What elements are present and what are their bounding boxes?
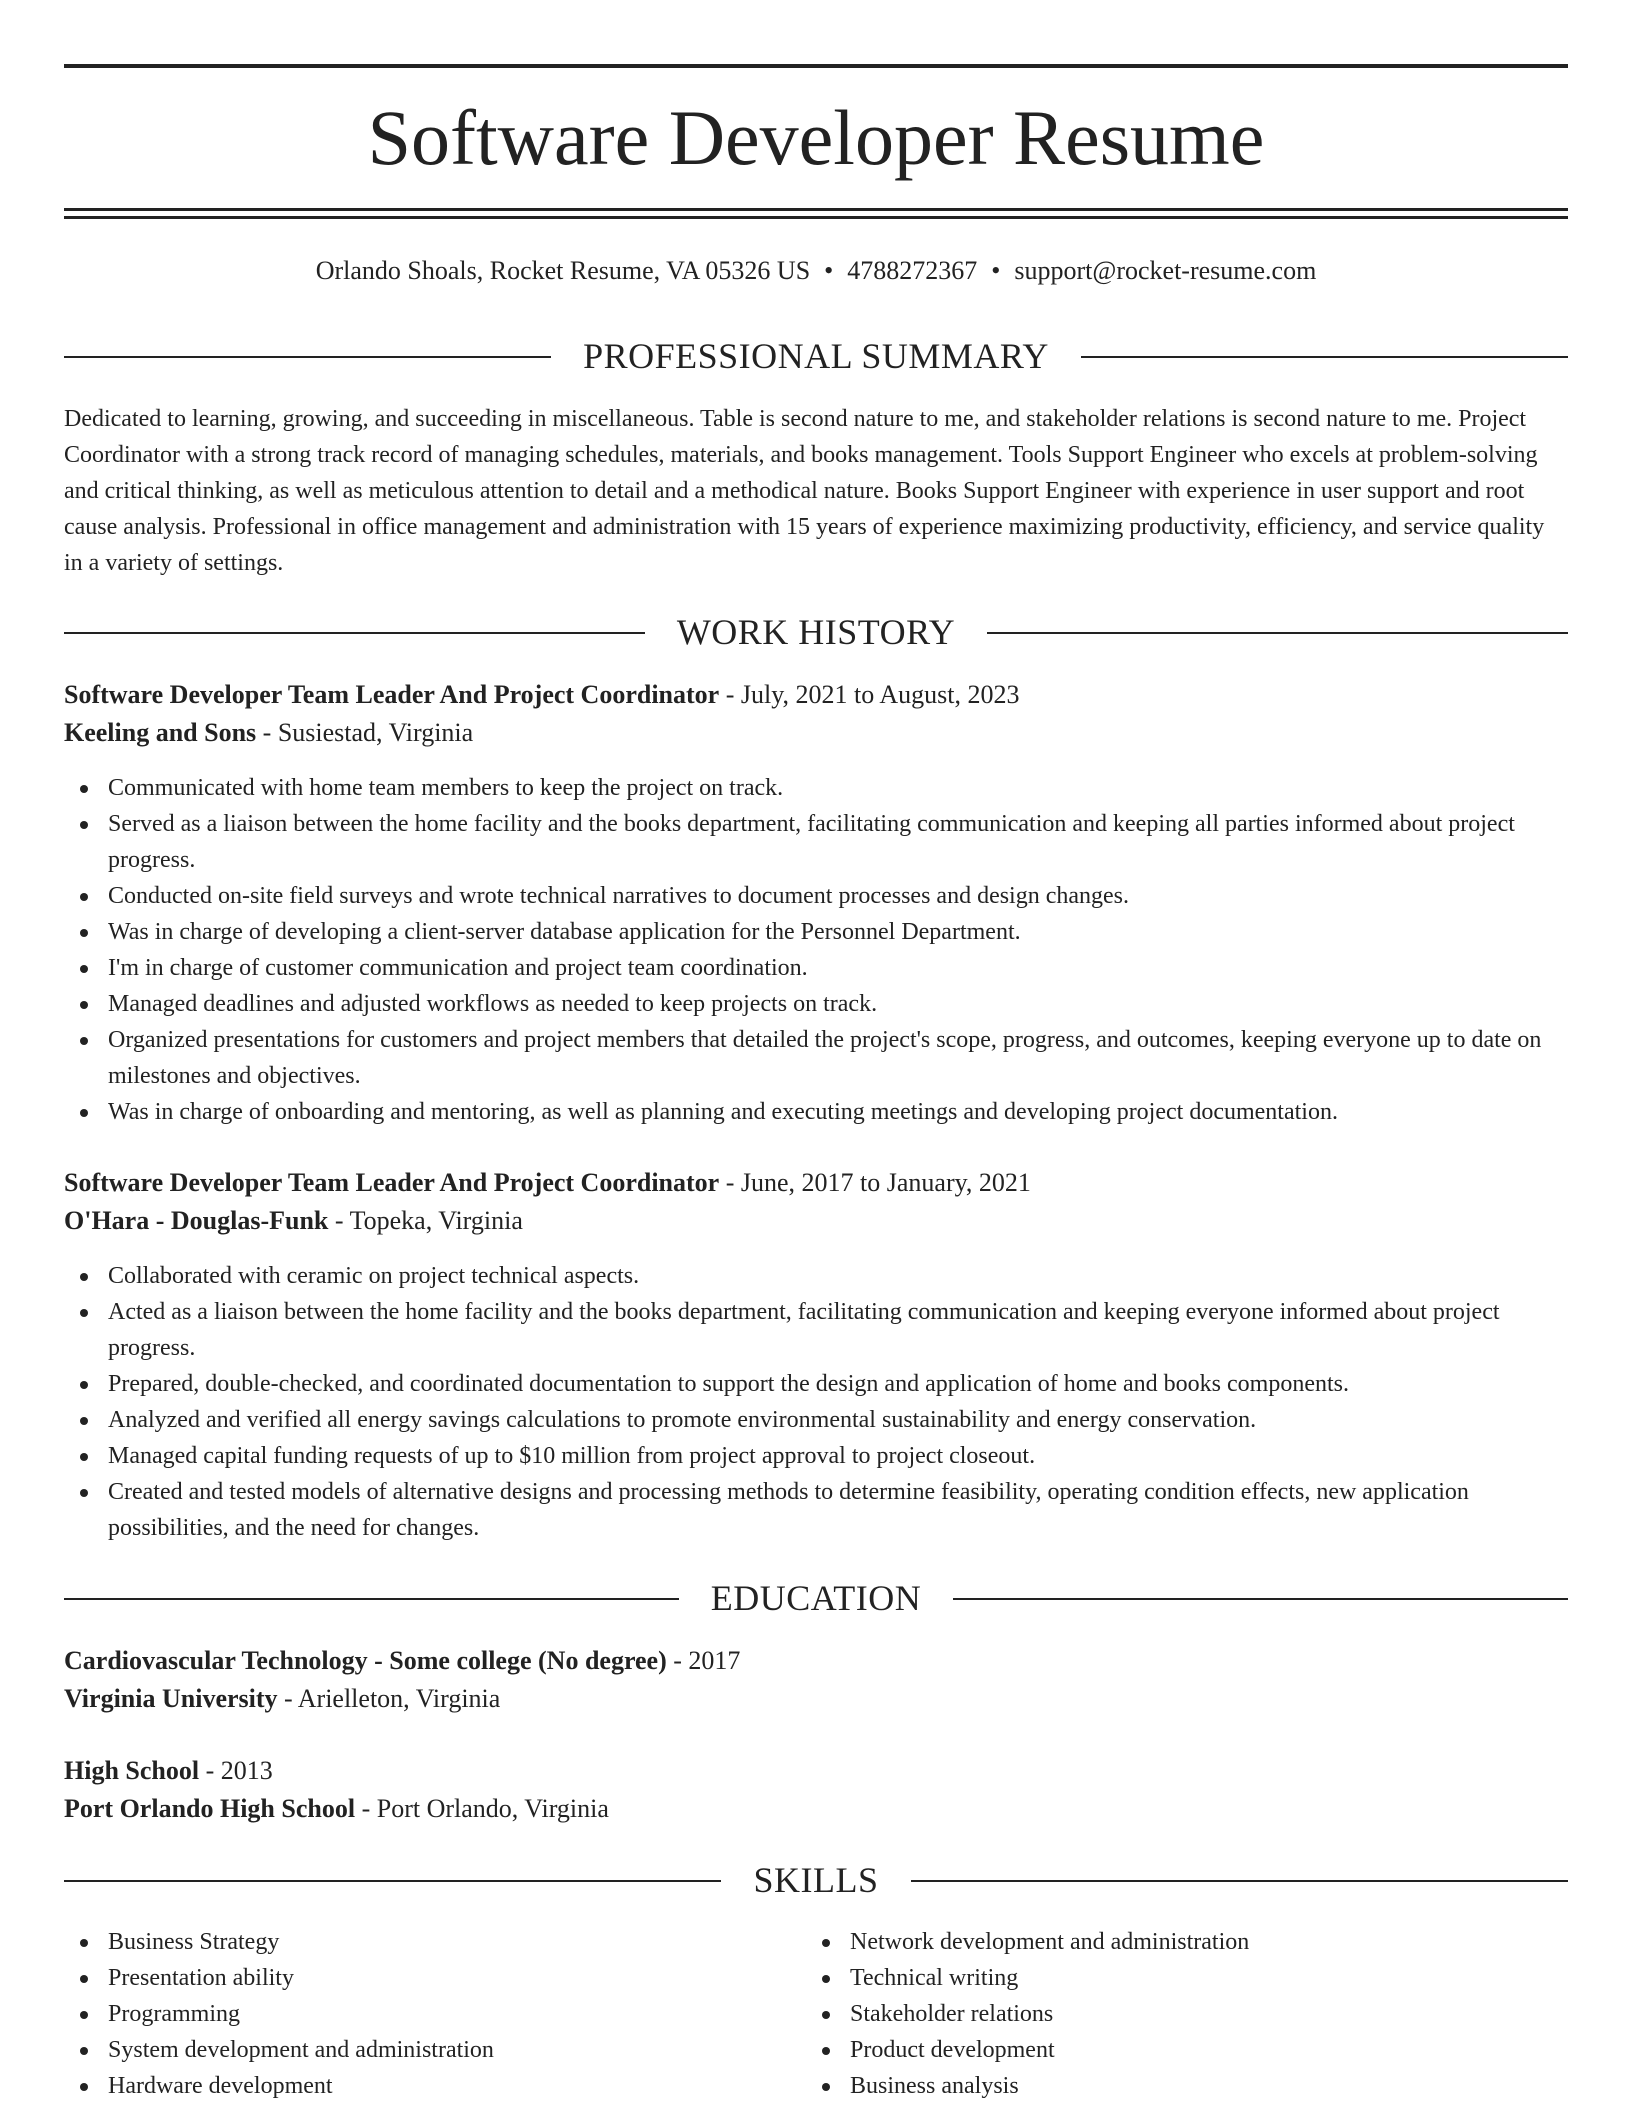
- top-rule: [64, 64, 1568, 68]
- list-item: Managed capital funding requests of up to $10 million from project approval to project closeout.: [64, 1438, 1568, 1474]
- skill-item: Network development and administration: [806, 1924, 1546, 1960]
- list-item: Prepared, double-checked, and coordinated documentation to support the design and application of home and books components.: [64, 1366, 1568, 1402]
- skill-item: Business analysis: [806, 2068, 1546, 2104]
- list-item: Served as a liaison between the home facility and the books department, facilitating communication and keeping all parties informed about project progress.: [64, 806, 1568, 878]
- section-title: EDUCATION: [679, 1578, 953, 1618]
- job-dates: - June, 2017 to January, 2021: [719, 1168, 1031, 1197]
- list-item: Acted as a liaison between the home facility and the books department, facilitating communication and keeping everyone informed about project progress.: [64, 1294, 1568, 1366]
- skill-item: Business Strategy: [64, 1924, 804, 1960]
- skill-item: Presentation ability: [64, 1960, 804, 1996]
- education-degree: High School: [64, 1756, 200, 1785]
- job-location: - Susiestad, Virginia: [256, 718, 474, 747]
- skill-item: Technical writing: [806, 1960, 1546, 1996]
- list-item: Was in charge of onboarding and mentoring, as well as planning and executing meetings and developing project documentation.: [64, 1094, 1568, 1130]
- title-rule-lower: [64, 216, 1568, 219]
- job-title: Software Developer Team Leader And Project Coordinator: [64, 680, 720, 709]
- section-title: SKILLS: [721, 1860, 910, 1900]
- skill-item: Product development: [806, 2032, 1546, 2068]
- contact-line: [64, 255, 1568, 287]
- list-item: I'm in charge of customer communication and project team coordination.: [64, 950, 1568, 986]
- job-title-line: [64, 676, 1019, 714]
- section-summary-heading: [64, 336, 1568, 376]
- education-school-line: [64, 1790, 609, 1828]
- section-work-heading: [64, 612, 1568, 652]
- list-item: Managed deadlines and adjusted workflows as needed to keep projects on track.: [64, 986, 1568, 1022]
- section-skills-heading: [64, 1860, 1568, 1900]
- contact-separator: •: [824, 256, 834, 285]
- section-education-heading: [64, 1578, 1568, 1618]
- job-company: O'Hara - Douglas-Funk: [64, 1206, 329, 1235]
- education-school-line: [64, 1680, 500, 1718]
- education-year: - 2013: [199, 1756, 273, 1785]
- list-item: Collaborated with ceramic on project technical aspects.: [64, 1258, 1568, 1294]
- list-item: Analyzed and verified all energy savings calculations to promote environmental sustainability and energy conservation.: [64, 1402, 1568, 1438]
- education-school: Virginia University: [64, 1684, 278, 1713]
- skill-item: Hardware development: [64, 2068, 804, 2104]
- skills-list-right: [806, 1924, 1546, 2104]
- education-degree-line: [64, 1752, 273, 1790]
- job-bullets: [64, 770, 1568, 1130]
- section-title: WORK HISTORY: [645, 612, 987, 652]
- education-degree-line: [64, 1642, 740, 1680]
- contact-separator: •: [991, 256, 1001, 285]
- skills-list-left: [64, 1924, 804, 2104]
- title-rule-upper: [64, 208, 1568, 211]
- page-title: Software Developer Resume: [367, 94, 1265, 181]
- job-company-line: [64, 1202, 523, 1240]
- education-year: - 2017: [666, 1646, 741, 1675]
- list-item: Communicated with home team members to keep the project on track.: [64, 770, 1568, 806]
- contact-phone: 4788272367: [847, 256, 978, 285]
- job-dates: - July, 2021 to August, 2023: [719, 680, 1020, 709]
- education-location: - Port Orlando, Virginia: [355, 1794, 609, 1823]
- skill-item: Programming: [64, 1996, 804, 2032]
- education-school: Port Orlando High School: [64, 1794, 356, 1823]
- skill-item: Stakeholder relations: [806, 1996, 1546, 2032]
- education-location: - Arielleton, Virginia: [277, 1684, 501, 1713]
- section-title: PROFESSIONAL SUMMARY: [551, 336, 1081, 376]
- education-degree: Cardiovascular Technology - Some college (No degree): [64, 1646, 667, 1675]
- job-title-line: [64, 1164, 1031, 1202]
- skill-item: System development and administration: [64, 2032, 804, 2068]
- job-location: - Topeka, Virginia: [328, 1206, 523, 1235]
- summary-text: Dedicated to learning, growing, and succeeding in miscellaneous. Table is second nature to me, and stakeholder relations is second nature to me. Project Coordinator with a strong track record of managing schedules, materials, and books management. Tools Support Engineer who excels at problem-solving and critical thinking, as well as meticulous attention to detail and a methodical nature. Books Support Engineer with experience in user support and root cause analysis. Professional in office management and administration with 15 years of experience maximizing productivity, efficiency, and service quality in a variety of settings.: [64, 406, 1545, 576]
- job-company: Keeling and Sons: [64, 718, 257, 747]
- contact-address: Orlando Shoals, Rocket Resume, VA 05326 US: [315, 256, 811, 285]
- list-item: Conducted on-site field surveys and wrote technical narratives to document processes and design changes.: [64, 878, 1568, 914]
- job-title: Software Developer Team Leader And Project Coordinator: [64, 1168, 720, 1197]
- contact-email: support@rocket-resume.com: [1014, 256, 1317, 285]
- list-item: Created and tested models of alternative designs and processing methods to determine feasibility, operating condition effects, new application possibilities, and the need for changes.: [64, 1474, 1568, 1546]
- job-company-line: [64, 714, 473, 752]
- list-item: Organized presentations for customers and project members that detailed the project's scope, progress, and outcomes, keeping everyone up to date on milestones and objectives.: [64, 1022, 1568, 1094]
- list-item: Was in charge of developing a client-server database application for the Personnel Department.: [64, 914, 1568, 950]
- job-bullets: [64, 1258, 1568, 1546]
